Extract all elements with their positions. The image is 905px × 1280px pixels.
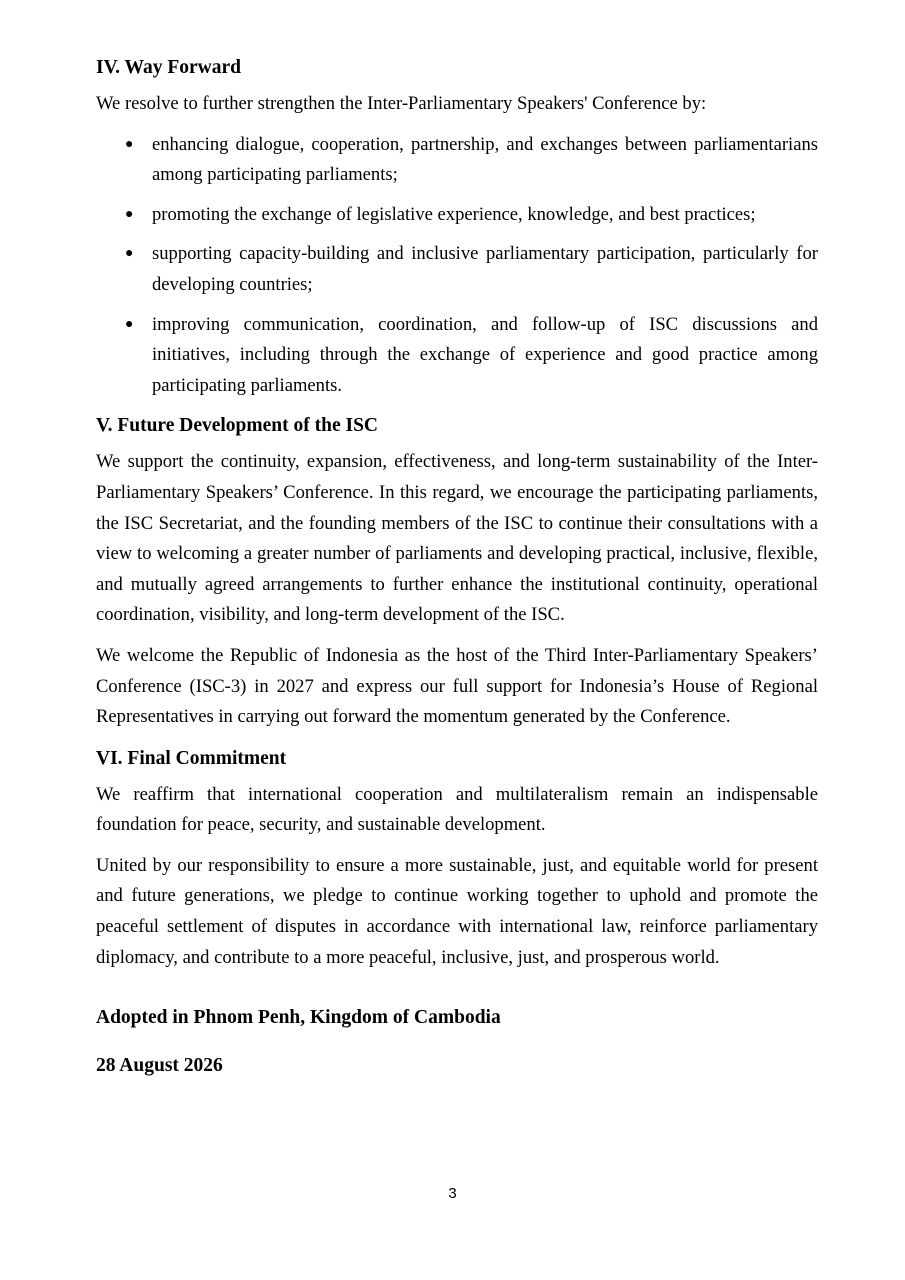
list-item-text: supporting capacity-building and inclusive parliamentary participation, particularly for developing countries; bbox=[152, 243, 818, 295]
list-item bbox=[96, 200, 818, 231]
list-item bbox=[96, 239, 818, 300]
adoption-place: Adopted in Phnom Penh, Kingdom of Cambodia bbox=[96, 1007, 501, 1029]
bullet-icon: ● bbox=[125, 206, 134, 222]
bullet-icon: ● bbox=[125, 316, 134, 332]
section-heading-way-forward: IV. Way Forward bbox=[96, 57, 242, 78]
final-commitment-paragraph-2: United by our responsibility to ensure a more sustainable, just, and equitable world for present and future generations, we pledge to continue working together to uphold and promote the peaceful settlement of disputes in accordance with international law, reinforce parliamentary diplomacy, and contribute to a more peaceful, inclusive, just, and prosperous world. bbox=[96, 854, 818, 968]
section-heading-future-development: V. Future Development of the ISC bbox=[96, 415, 379, 437]
list-item bbox=[96, 130, 818, 191]
way-forward-list bbox=[96, 130, 818, 402]
bullet-icon: ● bbox=[125, 246, 134, 262]
bullet-icon: ● bbox=[125, 136, 134, 152]
list-item-text: promoting the exchange of legislative experience, knowledge, and best practices; bbox=[152, 203, 756, 225]
page-number: 3 bbox=[448, 1185, 457, 1202]
document-page bbox=[96, 52, 818, 1081]
future-development-paragraph-2: We welcome the Republic of Indonesia as the host of the Third Inter-Parliamentary Speakers’ Conference (ISC-3) in 2027 and express our full support for Indonesia’s House of Regional Representatives in carrying out forward the momentum generated by the Conference. bbox=[96, 644, 818, 728]
list-item-text: improving communication, coordination, and follow-up of ISC discussions and initiatives, including through the exchange of experience and good practice among participating parliaments. bbox=[152, 313, 818, 396]
future-development-paragraph-1: We support the continuity, expansion, effectiveness, and long-term sustainability of the Inter-Parliamentary Speakers’ Conference. In this regard, we encourage the participating parliaments, the ISC Secretariat, and the founding members of the ISC to continue their consultations with a view to welcoming a greater number of parliaments and developing practical, inclusive, flexible, and mutually agreed arrangements to further enhance the institutional continuity, operational coordination, visibility, and long-term development of the ISC. bbox=[96, 451, 818, 626]
adoption-date: 28 August 2026 bbox=[96, 1055, 223, 1077]
final-commitment-paragraph-1: We reaffirm that international cooperation and multilateralism remain an indispensable foundation for peace, security, and sustainable development. bbox=[96, 783, 818, 836]
section-heading-final-commitment: VI. Final Commitment bbox=[96, 747, 287, 769]
way-forward-intro: We resolve to further strengthen the Inter-Parliamentary Speakers' Conference by: bbox=[96, 93, 707, 114]
list-item-text: enhancing dialogue, cooperation, partnership, and exchanges between parliamentarians among participating parliaments; bbox=[152, 133, 818, 186]
list-item bbox=[96, 310, 818, 402]
